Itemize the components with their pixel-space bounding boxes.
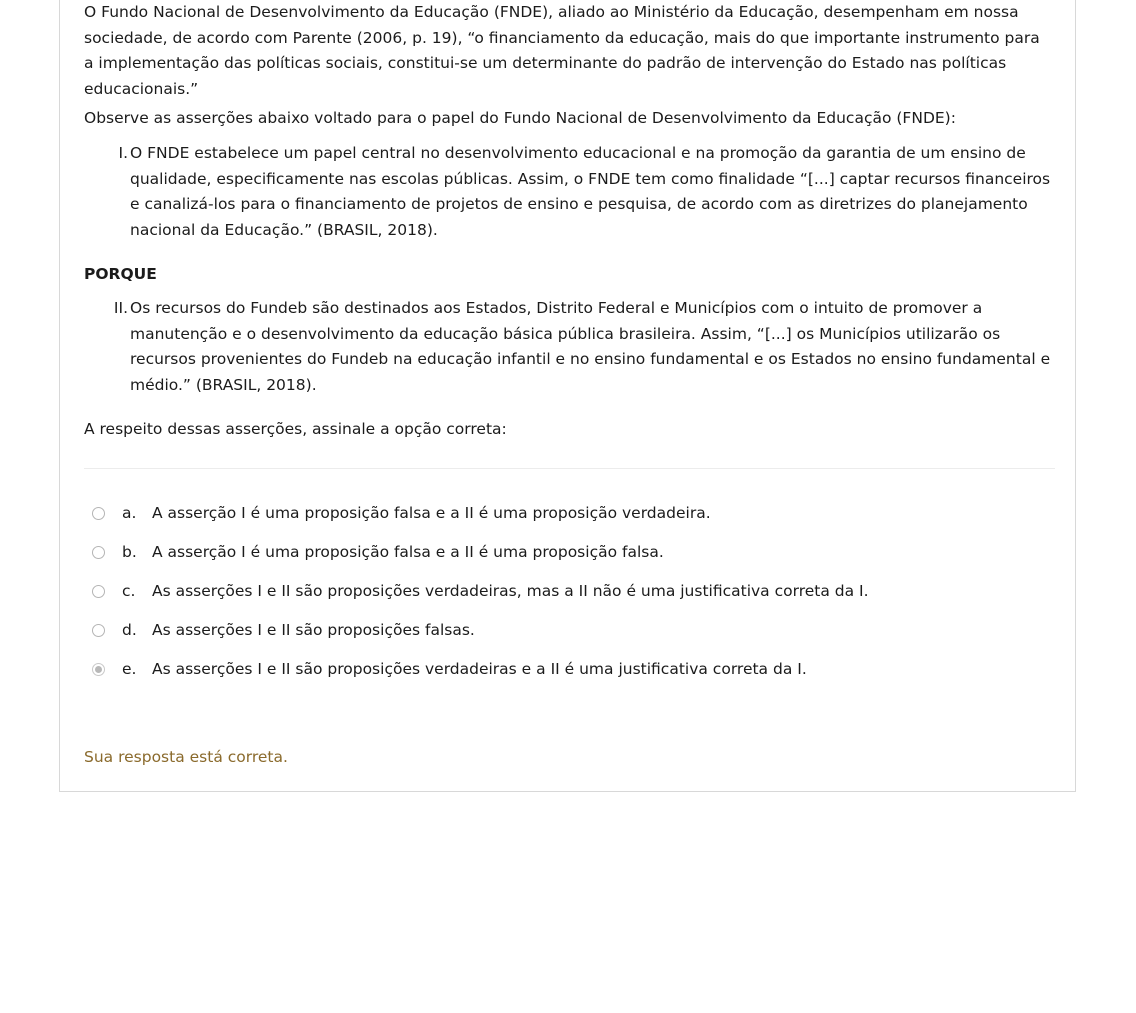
question-prompt: A respeito dessas asserções, assinale a opção correta: — [84, 420, 507, 438]
assertion-number: I. — [118, 144, 128, 162]
assertion-1 — [84, 141, 1054, 243]
assertion-text: O FNDE estabelece um papel central no desenvolvimento educacional e na promoção da garantia de um ensino de qualidade, especificamente nas escolas públicas. Assim, o FNDE tem como finalidade “[...] captar recursos financeiros e canalizá-los para o financiamento de projetos de ensino e pesquisa, de acordo com as diretrizes do planejamento nacional da Educação.” (BRASIL, 2018). — [130, 144, 1051, 239]
option-letter: a. — [122, 504, 137, 522]
radio-button[interactable] — [92, 624, 105, 637]
divider — [84, 468, 1055, 469]
option-text: A asserção I é uma proposição falsa e a II é uma proposição verdadeira. — [152, 504, 711, 522]
feedback-message: Sua resposta está correta. — [84, 748, 288, 766]
answer-option-c[interactable] — [92, 579, 869, 603]
radio-button[interactable] — [92, 507, 105, 520]
radio-button-selected[interactable] — [92, 663, 105, 676]
option-text: As asserções I e II são proposições falsas. — [152, 621, 475, 639]
porque-label: PORQUE — [84, 265, 157, 283]
answer-option-a[interactable] — [92, 501, 711, 525]
answer-option-d[interactable] — [92, 618, 475, 642]
answer-option-e[interactable] — [92, 657, 807, 681]
assertions-intro: Observe as asserções abaixo voltado para o papel do Fundo Nacional de Desenvolvimento da Educação (FNDE): — [84, 109, 956, 127]
question-intro: O Fundo Nacional de Desenvolvimento da Educação (FNDE), aliado ao Ministério da Educação, desempenham em nossa sociedade, de acordo com Parente (2006, p. 19), “o financiamento da educação, mais do que importante instrumento para a implementação das políticas sociais, constitui-se um determinante do padrão de intervenção do Estado nas políticas educacionais.” — [84, 3, 1040, 98]
option-text: As asserções I e II são proposições verdadeiras e a II é uma justificativa correta da I. — [152, 660, 807, 678]
option-text: A asserção I é uma proposição falsa e a II é uma proposição falsa. — [152, 543, 664, 561]
assertion-2 — [84, 296, 1054, 398]
assertion-number: II. — [113, 299, 128, 317]
option-letter: c. — [122, 582, 136, 600]
option-text: As asserções I e II são proposições verdadeiras, mas a II não é uma justificativa correta da I. — [152, 582, 869, 600]
radio-button[interactable] — [92, 546, 105, 559]
option-letter: b. — [122, 543, 137, 561]
option-letter: d. — [122, 621, 137, 639]
option-letter: e. — [122, 660, 137, 678]
question-card — [59, 0, 1076, 792]
assertion-text: Os recursos do Fundeb são destinados aos Estados, Distrito Federal e Municípios com o intuito de promover a manutenção e o desenvolvimento da educação básica pública brasileira. Assim, “[...] os Municípios utilizarão os recursos provenientes do Fundeb na educação infantil e no ensino fundamental e os Estados no ensino fundamental e médio.” (BRASIL, 2018). — [130, 299, 1051, 394]
radio-button[interactable] — [92, 585, 105, 598]
answer-option-b[interactable] — [92, 540, 664, 564]
